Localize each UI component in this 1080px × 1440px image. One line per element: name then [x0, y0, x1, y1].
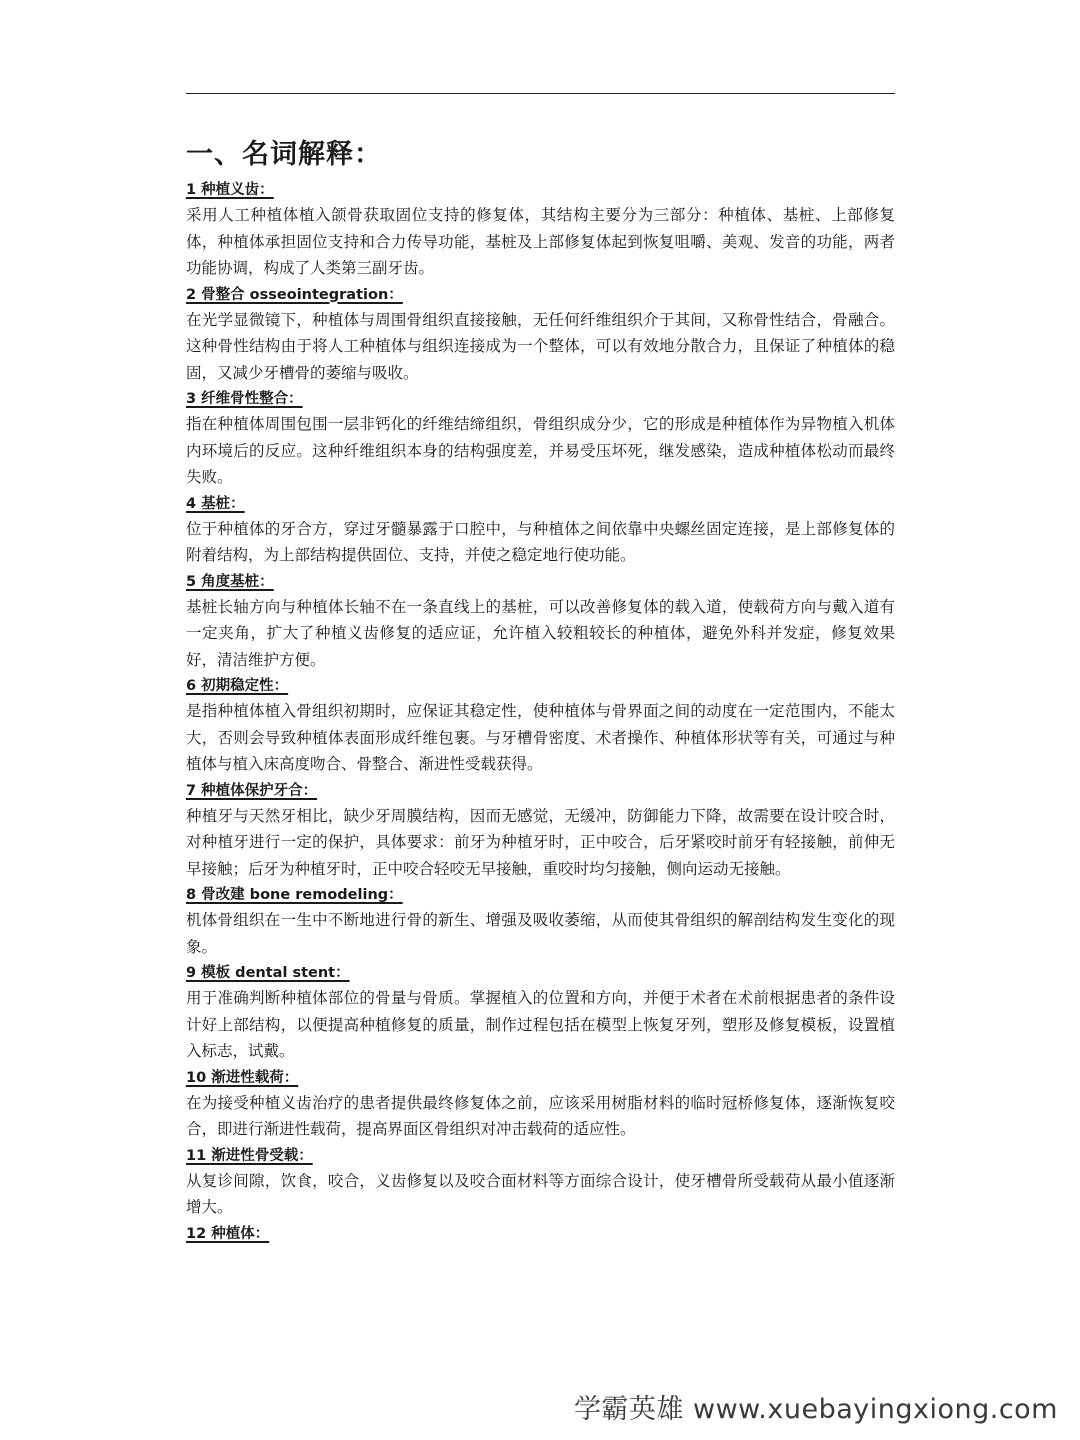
term-title: 9 模板 dental stent：	[186, 965, 350, 981]
term-entry	[186, 1144, 895, 1222]
term-definition: 在光学显微镜下，种植体与周围骨组织直接接触，无任何纤维组织介于其间，又称骨性结合，骨融合。这种骨性结构由于将人工种植体与组织连接成为一个整体，可以有效地分散合力，且保证了种植体的稳固，又减少牙槽骨的萎缩与吸收。	[186, 310, 895, 382]
term-entry	[186, 883, 895, 961]
site-watermark: 学霸英雄 www.xuebayingxiong.com	[573, 1394, 1058, 1425]
term-title: 10 渐进性载荷：	[186, 1069, 299, 1086]
term-entry	[186, 779, 895, 884]
term-definition: 位于种植体的牙合方，穿过牙髓暴露于口腔中，与种植体之间依靠中央螺丝固定连接，是上部修复体的附着结构，为上部结构提供固位、支持，并使之稳定地行使功能。	[186, 519, 895, 564]
term-title: 2 骨整合 osseointegration：	[186, 286, 403, 303]
term-entry	[186, 492, 895, 570]
term-definition: 指在种植体周围包围一层非钙化的纤维结缔组织，骨组织成分少，它的形成是种植体作为异物植入机体内环境后的反应。这种纤维组织本身的结构强度差，并易受压坏死，继发感染，造成种植体松动而最终失败。	[186, 415, 895, 486]
term-definition: 从复诊间隙，饮食，咬合，义齿修复以及咬合面材料等方面综合设计，使牙槽骨所受载荷从最小值逐渐增大。	[186, 1171, 895, 1216]
terms-list	[186, 178, 895, 1246]
term-entry	[186, 1222, 895, 1246]
term-title: 12 种植体：	[186, 1225, 270, 1242]
term-definition: 是指种植体植入骨组织初期时，应保证其稳定性，使种植体与骨界面之间的动度在一定范围内，不能太大，否则会导致种植体表面形成纤维包裹。与牙槽骨密度、术者操作、种植体形状等有关，可通过与种植体与植入床高度吻合、骨整合、渐进性受载获得。	[186, 702, 895, 773]
term-title: 5 角度基桩：	[186, 573, 274, 590]
term-entry	[186, 1066, 895, 1144]
term-definition: 采用人工种植体植入颌骨获取固位支持的修复体，其结构主要分为三部分：种植体、基桩、上部修复体，种植体承担固位支持和合力传导功能，基桩及上部修复体起到恢复咀嚼、美观、发音的功能，两者功能协调，构成了人类第三副牙齿。	[186, 206, 895, 277]
term-title: 6 初期稳定性：	[186, 678, 289, 694]
term-definition: 机体骨组织在一生中不断地进行骨的新生、增强及吸收萎缩，从而使其骨组织的解剖结构发生变化的现象。	[186, 911, 895, 956]
term-entry	[186, 570, 895, 675]
term-entry	[186, 387, 895, 492]
term-title: 4 基桩：	[186, 495, 245, 512]
section-heading: 一、名词解释：	[186, 139, 382, 170]
term-title: 1 种植义齿：	[186, 182, 274, 198]
term-title: 8 骨改建 bone remodeling：	[186, 887, 403, 903]
term-entry	[186, 674, 895, 779]
top-rule	[186, 93, 895, 94]
term-definition: 种植牙与天然牙相比，缺少牙周膜结构，因而无感觉，无缓冲，防御能力下降，故需要在设计咬合时，对种植牙进行一定的保护，具体要求：前牙为种植牙时，正中咬合，后牙紧咬时前牙有轻接触，前伸无早接触；后牙为种植牙时，正中咬合轻咬无早接触，重咬时均匀接触，侧向运动无接触。	[186, 806, 895, 878]
term-entry	[186, 283, 895, 388]
term-entry	[186, 178, 895, 283]
term-title: 11 渐进性骨受载：	[186, 1147, 313, 1164]
term-title: 7 种植体保护牙合：	[186, 782, 318, 799]
term-entry	[186, 961, 895, 1066]
term-definition: 用于准确判断种植体部位的骨量与骨质。掌握植入的位置和方向，并便于术者在术前根据患者的条件设计好上部结构，以便提高种植修复的质量，制作过程包括在模型上恢复牙列，塑形及修复模板，设置植入标志，试戴。	[186, 989, 895, 1060]
term-definition: 基桩长轴方向与种植体长轴不在一条直线上的基桩，可以改善修复体的载入道，使载荷方向与戴入道有一定夹角，扩大了种植义齿修复的适应证，允许植入较粗较长的种植体，避免外科并发症，修复效果好，清洁维护方便。	[186, 597, 895, 669]
term-definition: 在为接受种植义齿治疗的患者提供最终修复体之前，应该采用树脂材料的临时冠桥修复体，逐渐恢复咬合，即进行渐进性载荷，提高界面区骨组织对冲击载荷的适应性。	[186, 1093, 895, 1138]
term-title: 3 纤维骨性整合：	[186, 391, 303, 407]
